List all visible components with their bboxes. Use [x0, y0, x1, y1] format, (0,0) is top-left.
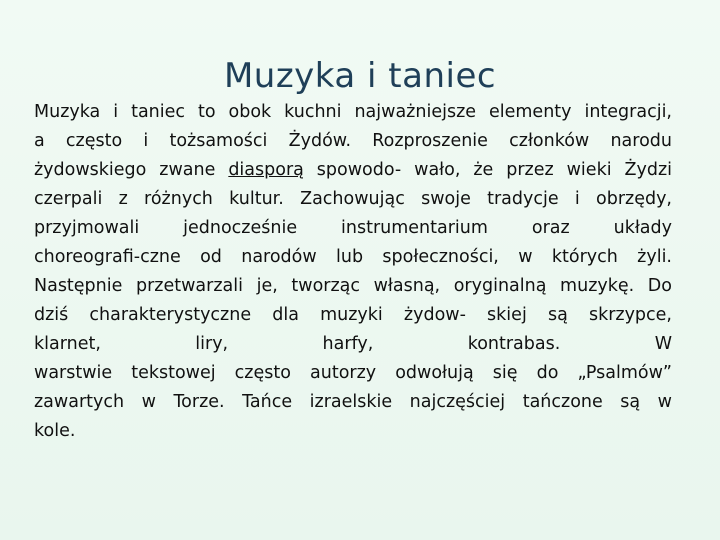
- text-fragment: żydowskiego zwane: [34, 160, 229, 180]
- text-line: Następnie przetwarzali je, tworząc własną, oryginalną muzykę. Do: [34, 276, 672, 296]
- text-line: Muzyka i taniec to obok kuchni najważniejsze elementy integracji,: [34, 102, 672, 122]
- text-line: czerpali z różnych kultur. Zachowując swoje tradycje i obrzędy,: [34, 189, 672, 209]
- text-line: zawartych w Torze. Tańce izraelskie najczęściej tańczone są w: [34, 392, 672, 412]
- text-line: a często i tożsamości Żydów. Rozproszenie członków narodu: [34, 131, 672, 151]
- underlined-term: diasporą: [228, 160, 304, 180]
- slide-title: Muzyka i taniec: [223, 56, 497, 96]
- text-line: kole.: [34, 421, 76, 441]
- text-fragment: spowodo- wało, że przez wieki Żydzi: [303, 160, 672, 180]
- text-line: choreografi-czne od narodów lub społeczności, w których żyli.: [34, 247, 672, 267]
- text-line: dziś charakterystyczne dla muzyki żydow- skiej są skrzypce,: [34, 305, 672, 325]
- text-line: przyjmowali jednocześnie instrumentarium oraz układy: [34, 218, 672, 238]
- text-line: klarnet, liry, harfy, kontrabas. W: [34, 334, 672, 354]
- slide-body-text: [34, 98, 672, 446]
- text-line-with-underline: [34, 156, 672, 185]
- text-line: warstwie tekstowej często autorzy odwołują się do „Psalmów”: [34, 363, 672, 383]
